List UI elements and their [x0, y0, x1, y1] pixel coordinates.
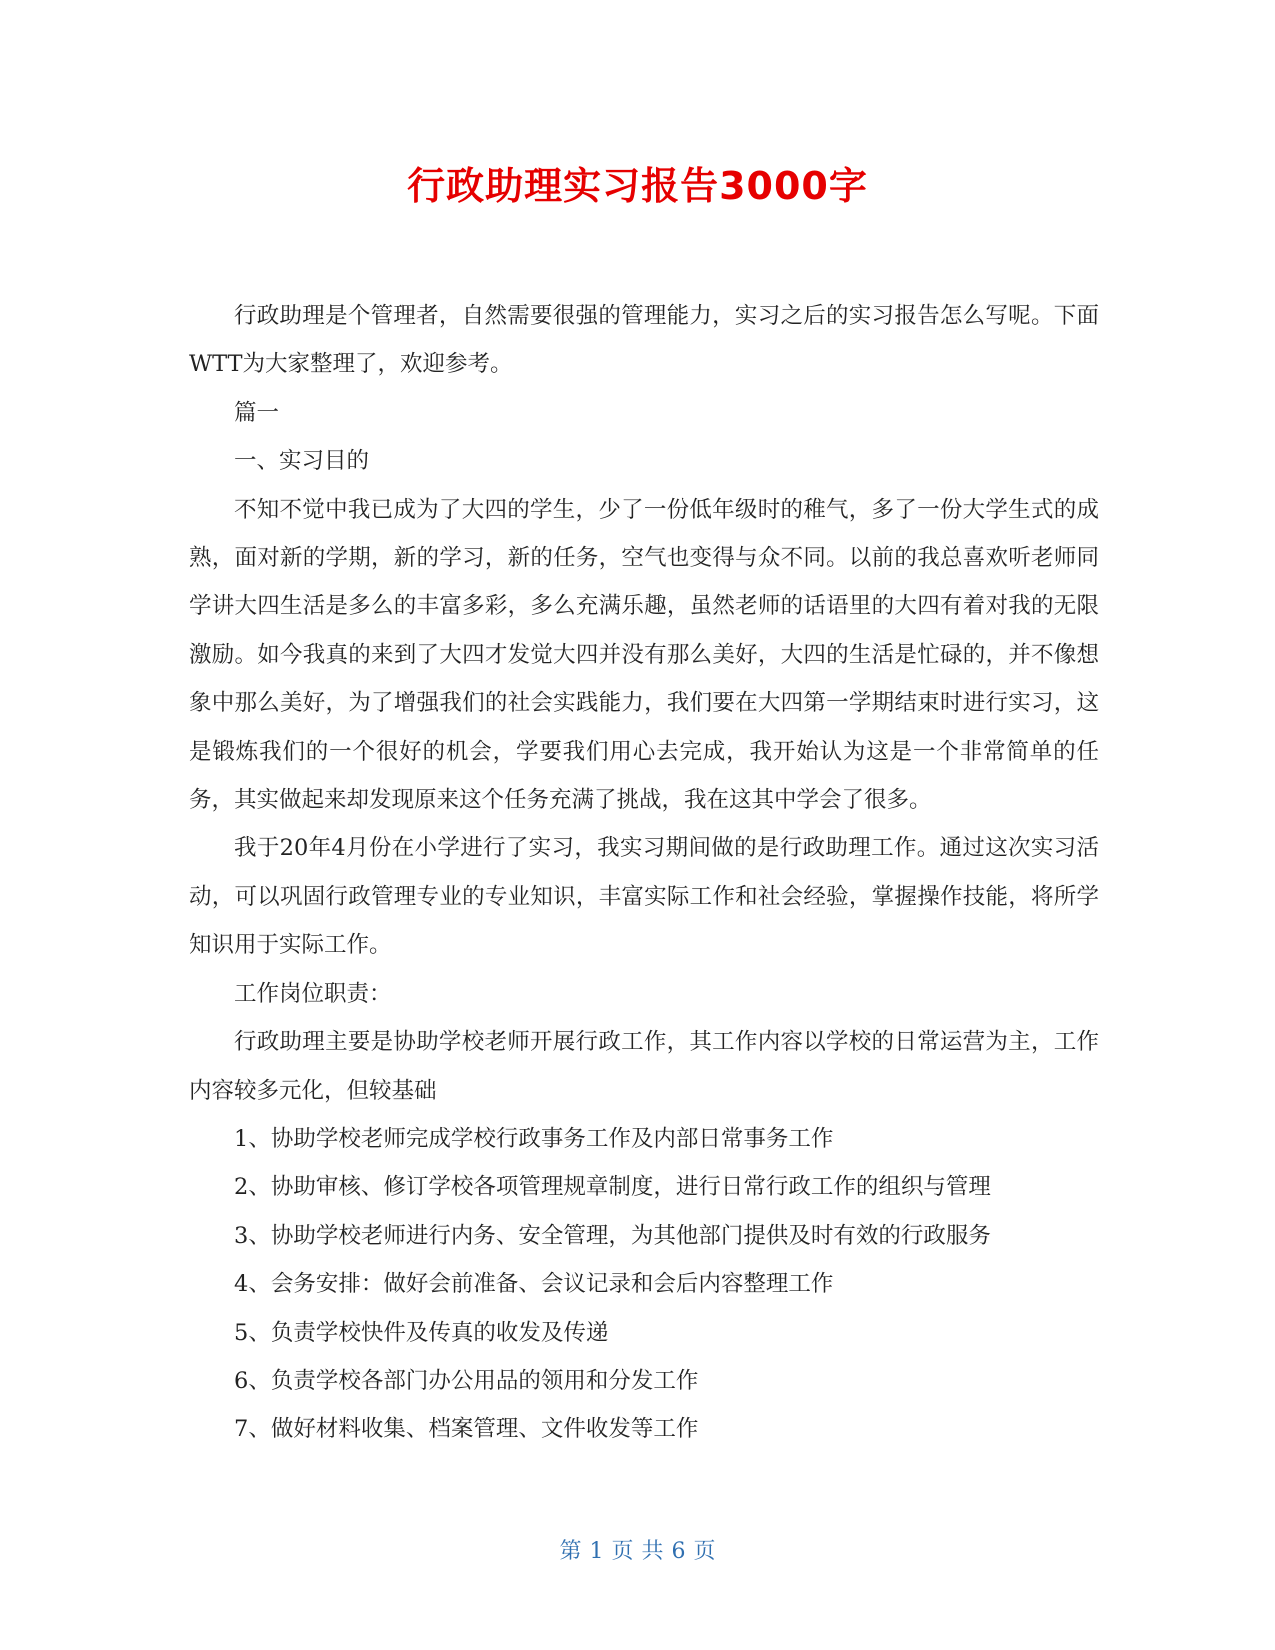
list-item: 7、做好材料收集、档案管理、文件收发等工作: [234, 1416, 699, 1443]
list-item: 4、会务安排：做好会前准备、会议记录和会后内容整理工作: [234, 1271, 834, 1298]
subsection-heading: 一、实习目的: [234, 448, 370, 475]
intro-paragraph: 行政助理是个管理者，自然需要很强的管理能力，实习之后的实习报告怎么写呢。下面WTT为大家整理了，欢迎参考。: [189, 303, 1099, 378]
document-body: [189, 292, 1099, 1454]
footer-page-unit: 页: [611, 1539, 634, 1564]
footer-total-pages: 6: [671, 1539, 686, 1564]
footer-total-label: 共: [641, 1539, 664, 1564]
list-item: 5、负责学校快件及传真的收发及传递: [234, 1319, 609, 1346]
list-item: 6、负责学校各部门办公用品的领用和分发工作: [234, 1367, 699, 1394]
list-item: 1、协助学校老师完成学校行政事务工作及内部日常事务工作: [234, 1125, 834, 1152]
document-title: 行政助理实习报告3000字: [407, 164, 868, 208]
footer-current-page: 1: [589, 1539, 604, 1564]
page-footer: [0, 1537, 1275, 1567]
footer-total-unit: 页: [693, 1539, 716, 1564]
section-heading: 篇一: [234, 399, 280, 426]
body-paragraph: 我于20年4月份在小学进行了实习，我实习期间做的是行政助理工作。通过这次实习活动，可以巩固行政管理专业的专业知识，丰富实际工作和社会经验，掌握操作技能，将所学知识用于实际工作。: [189, 835, 1099, 959]
list-item: 3、协助学校老师进行内务、安全管理，为其他部门提供及时有效的行政服务: [234, 1222, 991, 1249]
subsection-heading: 工作岗位职责：: [234, 980, 392, 1007]
list-item: 2、协助审核、修订学校各项管理规章制度，进行日常行政工作的组织与管理: [234, 1174, 991, 1201]
body-paragraph: 行政助理主要是协助学校老师开展行政工作，其工作内容以学校的日常运营为主，工作内容较多元化，但较基础: [189, 1029, 1099, 1104]
footer-page-label: 第: [559, 1539, 582, 1564]
body-paragraph: 不知不觉中我已成为了大四的学生，少了一份低年级时的稚气，多了一份大学生式的成熟，面对新的学期，新的学习，新的任务，空气也变得与众不同。以前的我总喜欢听老师同学讲大四生活是多么的丰富多彩，多么充满乐趣，虽然老师的话语里的大四有着对我的无限激励。如今我真的来到了大四才发觉大四并没有那么美好，大四的生活是忙碌的，并不像想象中那么美好，为了增强我们的社会实践能力，我们要在大四第一学期结束时进行实习，这是锻炼我们的一个很好的机会，学要我们用心去完成，我开始认为这是一个非常简单的任务，其实做起来却发现原来这个任务充满了挑战，我在这其中学会了很多。: [189, 496, 1099, 814]
